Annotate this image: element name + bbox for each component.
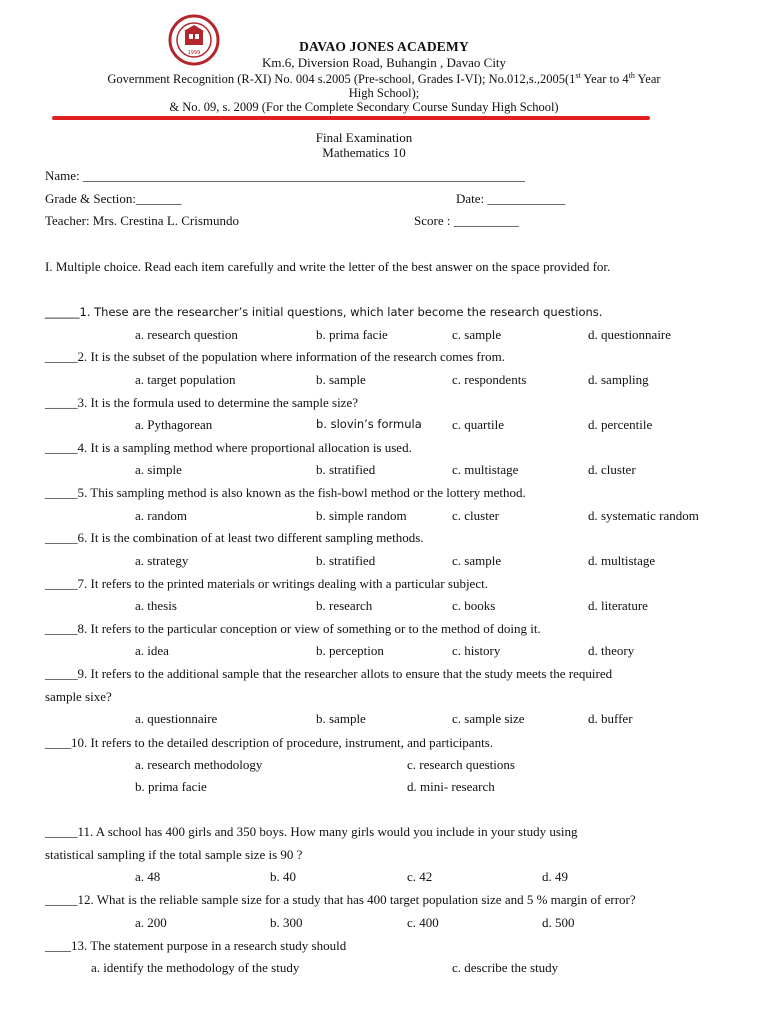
question-7: _____7. It refers to the printed materials or writings dealing with a particular subject.	[45, 576, 488, 591]
question-9: _____9. It refers to the additional sample that the researcher allots to ensure that the study meets the required	[45, 666, 613, 681]
q7-option-d: d. literature	[588, 598, 648, 613]
q12-option-d: d. 500	[542, 915, 575, 930]
question-10: ____10. It refers to the detailed description of procedure, instrument, and participants.	[45, 735, 493, 750]
q12-option-b: b. 300	[270, 915, 303, 930]
q2-option-b: b. sample	[316, 372, 366, 387]
exam-title: Final Examination	[315, 130, 413, 145]
q8-option-a: a. idea	[135, 643, 169, 658]
q7-option-c: c. books	[452, 598, 496, 613]
q4-option-c: c. multistage	[452, 462, 519, 477]
q1-option-c: c. sample	[452, 327, 502, 342]
q11-option-b: b. 40	[270, 869, 296, 884]
name-field: Name: ____________________________________________________________________	[45, 168, 525, 183]
q3-option-b: b. slovin’s formula	[316, 417, 422, 431]
q8-option-c: c. history	[452, 643, 501, 658]
q9-option-d: d. buffer	[588, 711, 633, 726]
q12-option-c: c. 400	[407, 915, 439, 930]
q5-option-d: d. systematic random	[588, 508, 699, 523]
question-2: _____2. It is the subset of the population where information of the research comes from.	[45, 349, 505, 364]
q2-option-a: a. target population	[135, 372, 236, 387]
q1-option-a: a. research question	[135, 327, 238, 342]
q5-option-b: b. simple random	[316, 508, 407, 523]
question-13: ____13. The statement purpose in a research study should	[45, 938, 347, 953]
grade-section-field: Grade & Section:_______	[45, 191, 182, 206]
q9-option-c: c. sample size	[452, 711, 525, 726]
q7-option-b: b. research	[316, 598, 373, 613]
q6-option-b: b. stratified	[316, 553, 376, 568]
q13-option-c: c. describe the study	[452, 960, 559, 975]
header-divider	[52, 116, 650, 120]
recognition-line-3: & No. 09, s. 2009 (For the Complete Secondary Course Sunday High School)	[169, 100, 559, 114]
q6-option-d: d. multistage	[588, 553, 656, 568]
recognition-line-2: High School);	[348, 86, 420, 100]
q3-option-d: d. percentile	[588, 417, 653, 432]
q6-option-c: c. sample	[452, 553, 502, 568]
question-4: _____4. It is a sampling method where proportional allocation is used.	[45, 440, 412, 455]
question-12: _____12. What is the reliable sample size for a study that has 400 target population size and 5 % margin of error?	[45, 892, 636, 907]
school-name: DAVAO JONES ACADEMY	[299, 39, 469, 54]
q6-option-a: a. strategy	[135, 553, 189, 568]
q3-option-c: c. quartile	[452, 417, 504, 432]
q4-option-b: b. stratified	[316, 462, 376, 477]
q9-option-a: a. questionnaire	[135, 711, 218, 726]
q13-option-a: a. identify the methodology of the study	[91, 960, 300, 975]
question-5: _____5. This sampling method is also known as the fish-bowl method or the lottery method.	[45, 485, 526, 500]
q7-option-a: a. thesis	[135, 598, 177, 613]
question-1: ______1. These are the researcher’s initial questions, which later become the research questions.	[45, 305, 603, 319]
q3-option-a: a. Pythagorean	[135, 417, 213, 432]
teacher-field: Teacher: Mrs. Crestina L. Crismundo	[45, 213, 240, 228]
q1-option-b: b. prima facie	[316, 327, 388, 342]
q10-option-a: a. research methodology	[135, 757, 263, 772]
question-11-continued: statistical sampling if the total sample size is 90 ?	[45, 847, 303, 862]
question-11: _____11. A school has 400 girls and 350 boys. How many girls would you include in your study using	[45, 824, 578, 839]
q4-option-d: d. cluster	[588, 462, 636, 477]
svg-text:1999: 1999	[187, 50, 201, 56]
q10-option-c: c. research questions	[407, 757, 515, 772]
q12-option-a: a. 200	[135, 915, 167, 930]
q9-option-b: b. sample	[316, 711, 366, 726]
question-6: _____6. It is the combination of at least two different sampling methods.	[45, 530, 424, 545]
q4-option-a: a. simple	[135, 462, 182, 477]
q2-option-c: c. respondents	[452, 372, 527, 387]
exam-subject: Mathematics 10	[322, 145, 406, 160]
q1-option-d: d. questionnaire	[588, 327, 672, 342]
q8-option-b: b. perception	[316, 643, 384, 658]
recognition-line-1: Government Recognition (R-XI) No. 004 s.2005 (Pre-school, Grades I-VI); No.012,s.,2005(1st Year to 4th Year	[107, 71, 661, 87]
instructions: I. Multiple choice. Read each item carefully and write the letter of the best answer on the space provided for.	[45, 259, 611, 274]
q10-option-b: b. prima facie	[135, 779, 207, 794]
score-field: Score : __________	[414, 213, 519, 228]
question-9-continued: sample sixe?	[45, 689, 112, 704]
q11-option-a: a. 48	[135, 869, 161, 884]
q5-option-a: a. random	[135, 508, 187, 523]
q10-option-d: d. mini- research	[407, 779, 495, 794]
q11-option-d: d. 49	[542, 869, 568, 884]
date-field: Date: ____________	[456, 191, 566, 206]
school-address: Km.6, Diversion Road, Buhangin , Davao City	[261, 55, 507, 70]
question-3: _____3. It is the formula used to determine the sample size?	[45, 395, 358, 410]
q5-option-c: c. cluster	[452, 508, 499, 523]
question-8: _____8. It refers to the particular conception or view of something or to the method of doing it.	[45, 621, 541, 636]
q11-option-c: c. 42	[407, 869, 433, 884]
q2-option-d: d. sampling	[588, 372, 649, 387]
q8-option-d: d. theory	[588, 643, 635, 658]
